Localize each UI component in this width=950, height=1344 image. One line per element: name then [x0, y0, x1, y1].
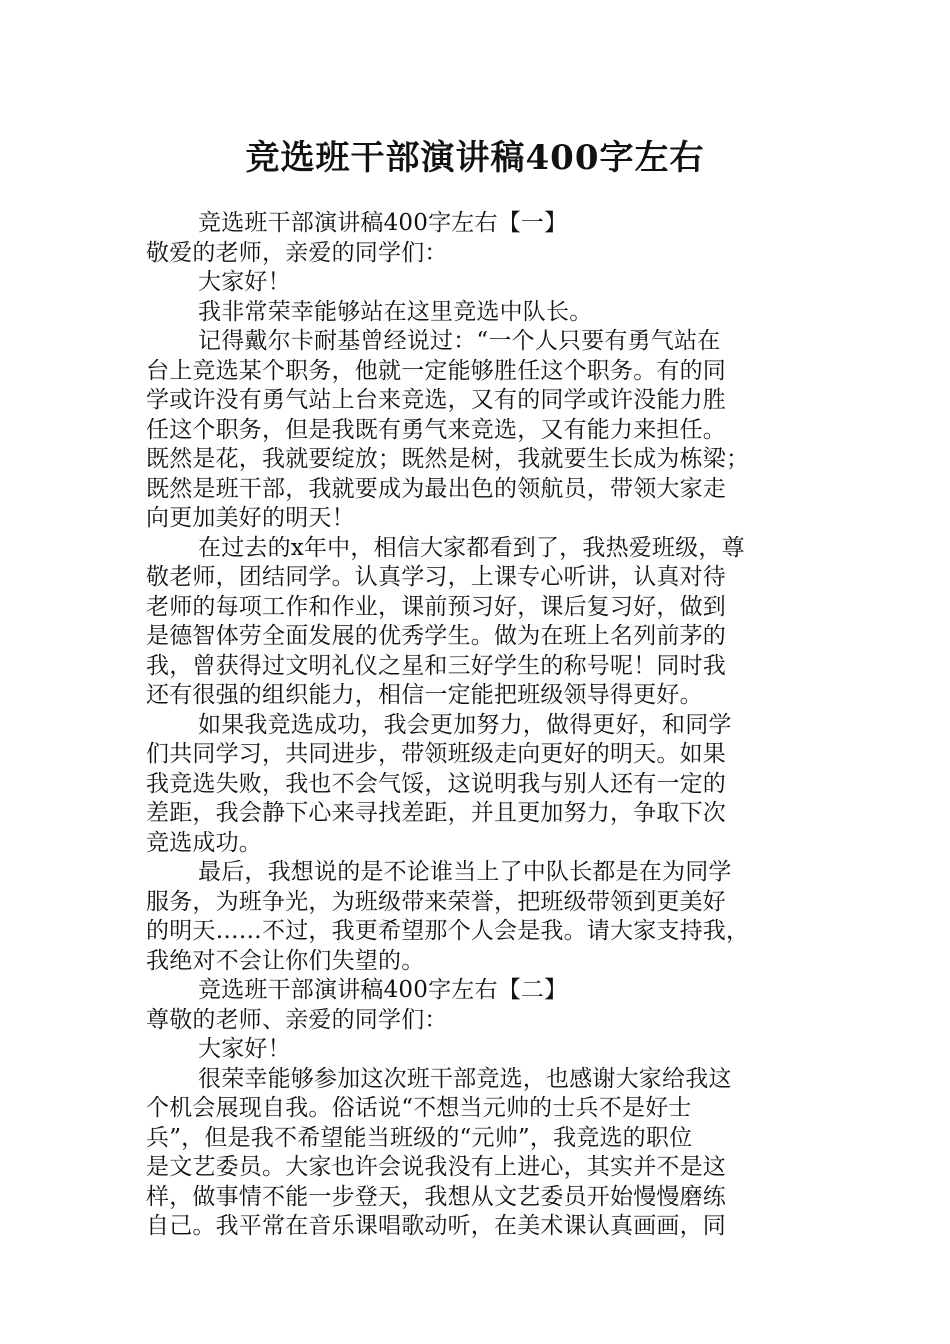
text-line: 还有很强的组织能力，相信一定能把班级领导得更好。: [146, 682, 703, 708]
text-line: 我竞选失败，我也不会气馁，这说明我与别人还有一定的: [146, 770, 726, 797]
document-title: 竞选班干部演讲稿400字左右: [245, 138, 705, 178]
text-line: 的明天……不过，我更希望那个人会是我。请大家支持我，: [146, 918, 750, 944]
text-line: 尊敬的老师、亲爱的同学们：: [146, 1006, 448, 1033]
text-line: 任这个职务，但是我既有勇气来竞选，又有能力来担任。: [146, 416, 726, 443]
text-line: 既然是班干部，我就要成为最出色的领航员，带领大家走: [146, 475, 726, 502]
text-line: 在过去的x年中，相信大家都看到了，我热爱班级，尊: [198, 534, 745, 561]
text-line: 大家好！: [198, 269, 291, 295]
text-line: 竞选成功。: [146, 829, 262, 856]
text-line: 学或许没有勇气站上台来竞选，又有的同学或许没能力胜: [146, 387, 726, 413]
text-line: 自己。我平常在音乐课唱歌动听，在美术课认真画画，同: [146, 1213, 726, 1239]
text-line: 是德智体劳全面发展的优秀学生。做为在班上名列前茅的: [146, 623, 726, 649]
text-line: 兵”，但是我不希望能当班级的“元帅”，我竞选的职位: [146, 1124, 693, 1151]
text-line: 样，做事情不能一步登天，我想从文艺委员开始慢慢磨练: [146, 1183, 726, 1210]
text-line: 敬爱的老师，亲爱的同学们：: [146, 239, 448, 266]
text-line: 最后，我想说的是不论谁当上了中队长都是在为同学: [198, 859, 732, 885]
text-line: 大家好！: [198, 1036, 291, 1062]
text-line: 们共同学习，共同进步，带领班级走向更好的明天。如果: [146, 741, 726, 767]
text-line: 台上竞选某个职务，他就一定能够胜任这个职务。有的同: [146, 357, 726, 384]
text-line: 记得戴尔卡耐基曾经说过：“一个人只要有勇气站在: [198, 328, 721, 354]
text-line: 很荣幸能够参加这次班干部竞选，也感谢大家给我这: [198, 1065, 732, 1092]
text-line: 竞选班干部演讲稿400字左右【一】: [198, 210, 568, 236]
text-line: 服务，为班争光，为班级带来荣誉，把班级带领到更美好: [146, 888, 726, 915]
text-line: 个机会展现自我。俗话说“不想当元帅的士兵不是好士: [146, 1095, 692, 1121]
text-line: 竞选班干部演讲稿400字左右【二】: [198, 977, 568, 1003]
text-line: 我非常荣幸能够站在这里竞选中队长。: [198, 298, 593, 325]
text-line: 我绝对不会让你们失望的。: [146, 947, 425, 974]
text-line: 差距，我会静下心来寻找差距，并且更加努力，争取下次: [146, 800, 726, 826]
document-body: [146, 209, 806, 1242]
text-line: 我，曾获得过文明礼仪之星和三好学生的称号呢！同时我: [146, 652, 726, 679]
text-line: 是文艺委员。大家也许会说我没有上进心，其实并不是这: [146, 1154, 726, 1180]
text-line: 既然是花，我就要绽放；既然是树，我就要生长成为栋梁；: [146, 446, 750, 472]
text-line: 敬老师，团结同学。认真学习，上课专心听讲，认真对待: [146, 564, 726, 590]
text-line: 如果我竞选成功，我会更加努力，做得更好，和同学: [198, 711, 732, 738]
text-line: 向更加美好的明天！: [146, 505, 355, 531]
text-line: 老师的每项工作和作业，课前预习好，课后复习好，做到: [146, 593, 726, 620]
